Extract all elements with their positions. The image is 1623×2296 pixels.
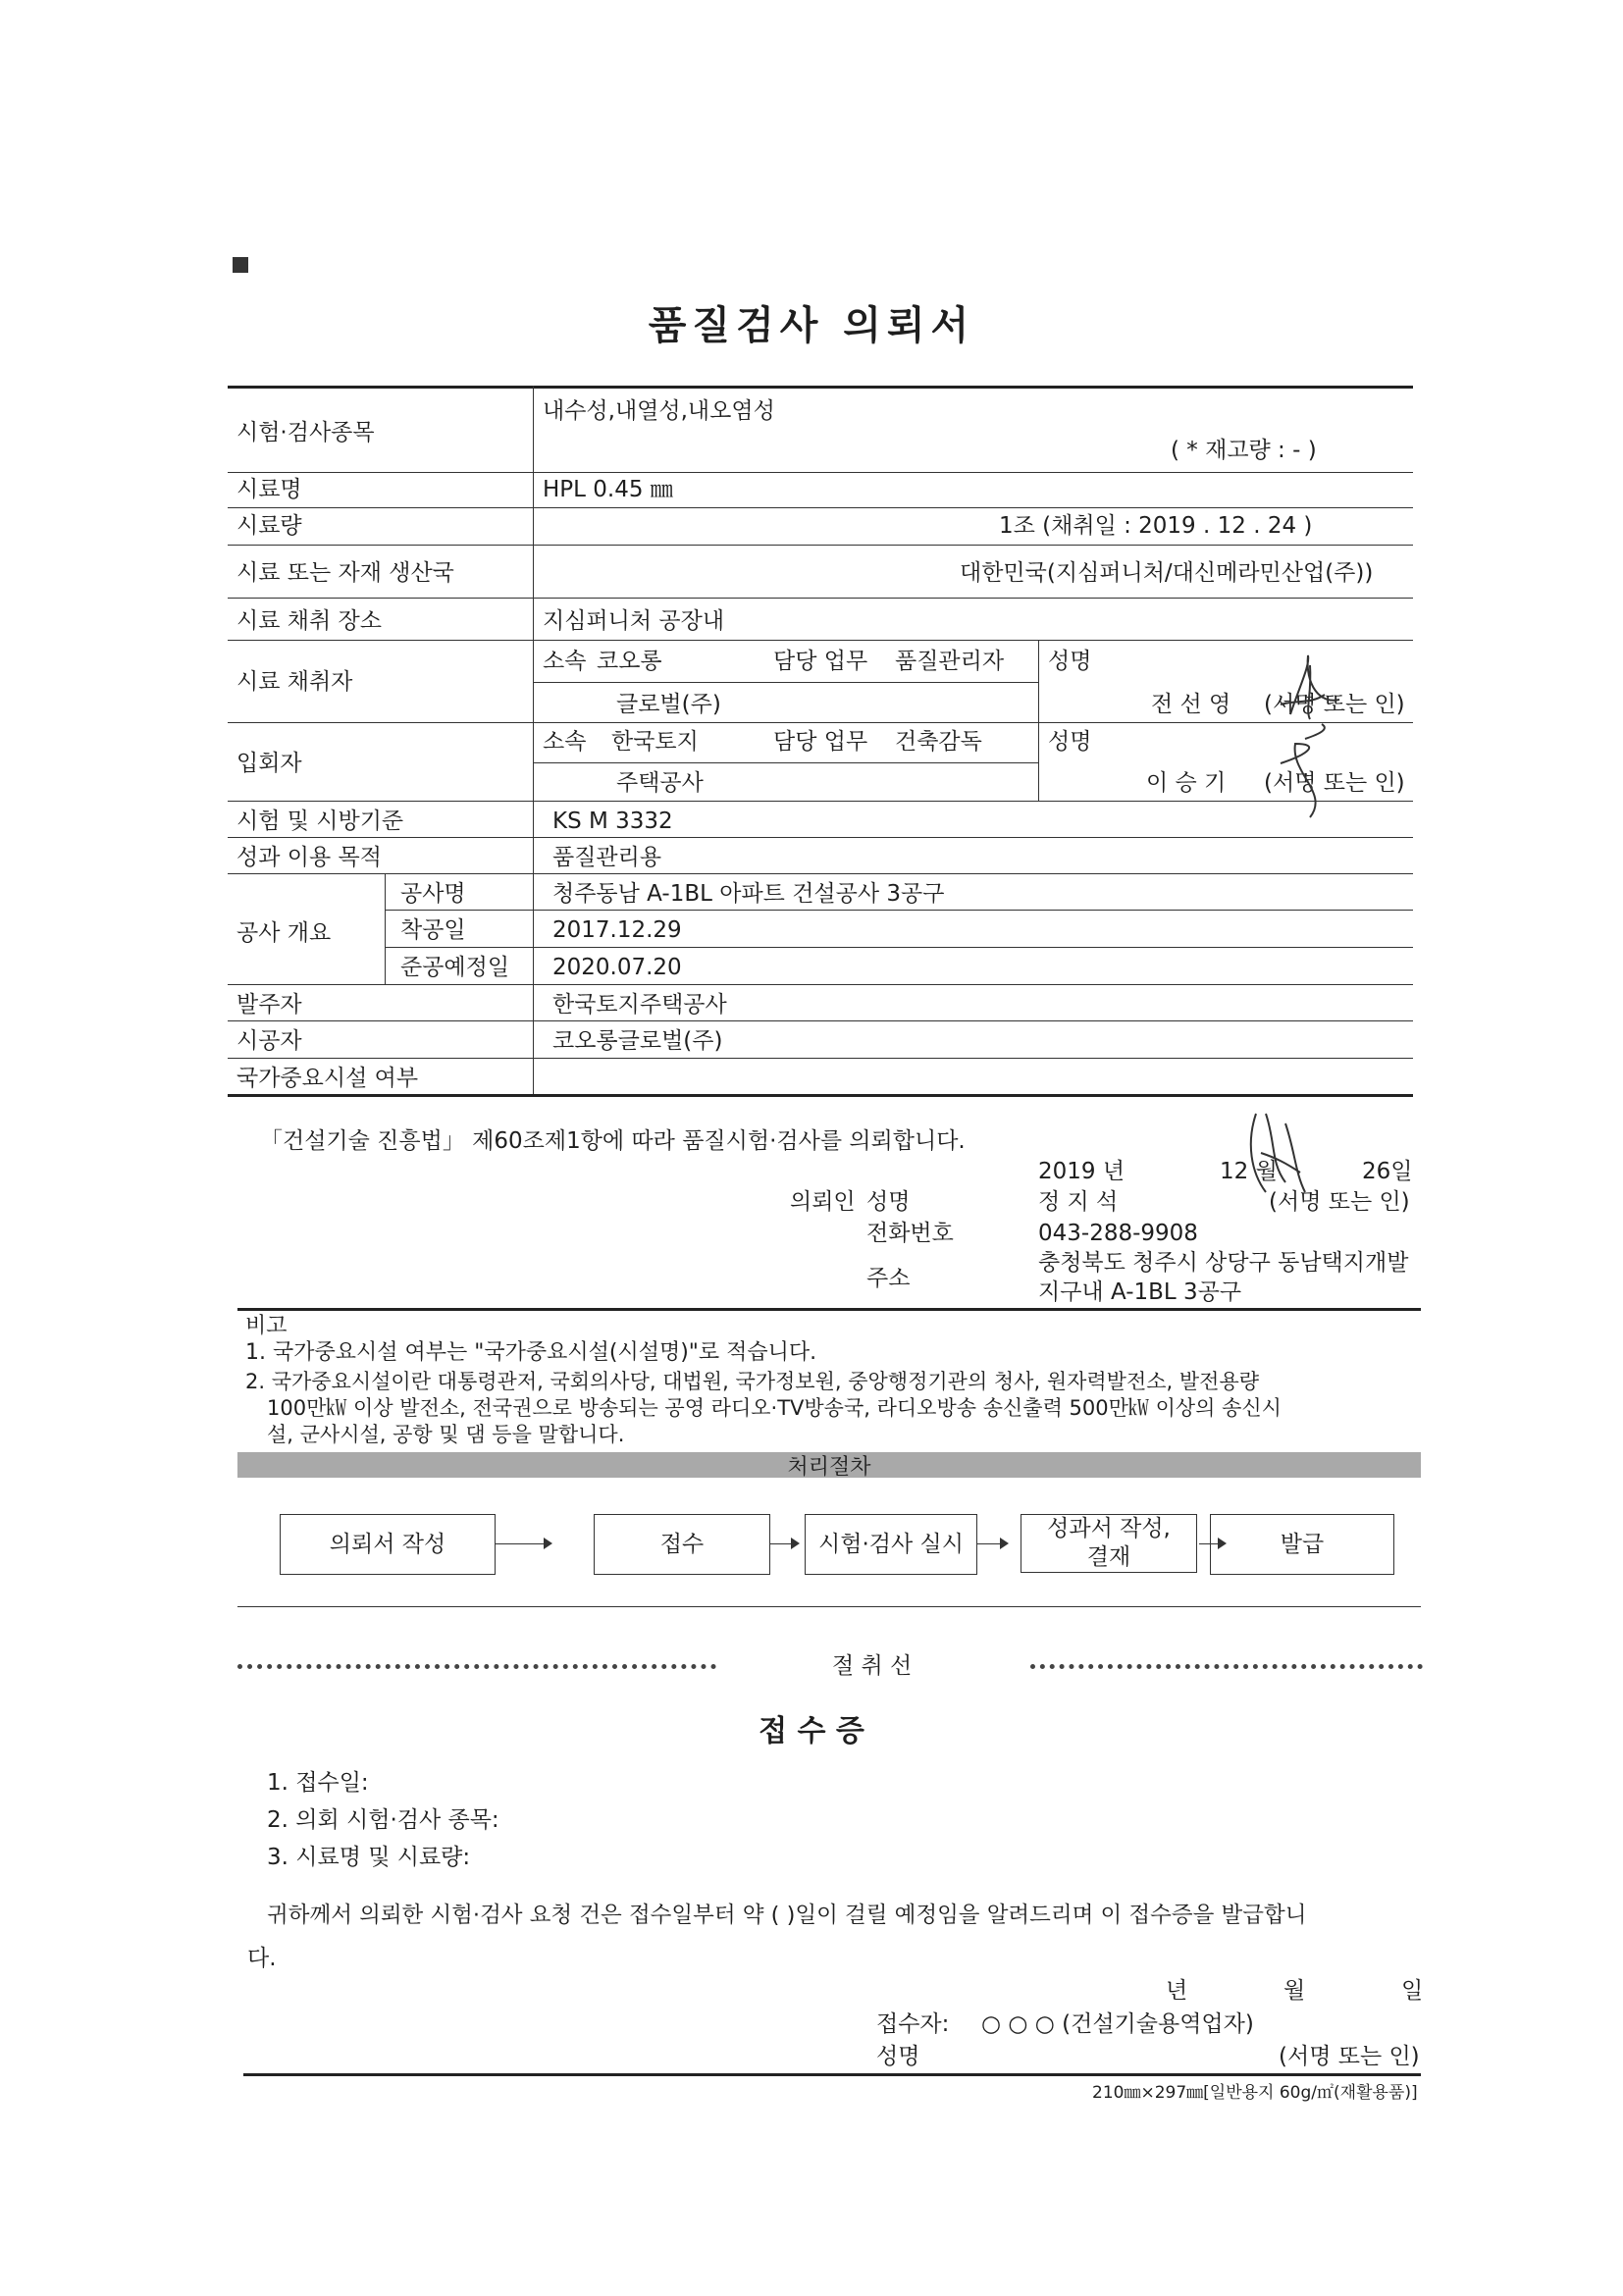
sampler-name-label: 성명	[1048, 649, 1092, 674]
requester-name: 정 지 석	[1038, 1189, 1119, 1215]
sample-qty-label: 시료량	[236, 513, 302, 539]
witness-duty: 건축감독	[895, 729, 982, 755]
standard-value: KS M 3332	[552, 809, 673, 834]
procedure-title-bar	[237, 1452, 1421, 1478]
page-title: 품질검사 의뢰서	[648, 303, 975, 348]
standard-label: 시험 및 시방기준	[236, 809, 404, 834]
cut-line-left	[237, 1664, 716, 1669]
receiver-name-label: 성명	[876, 2044, 920, 2069]
witness-name: 이 승 기	[1146, 770, 1227, 796]
phone-label: 전화번호	[866, 1221, 954, 1246]
step-request-write: 의뢰서 작성	[280, 1514, 496, 1575]
request-day: 26일	[1362, 1159, 1413, 1184]
sampler-duty-label: 담당 업무	[773, 649, 868, 674]
origin-label: 시료 또는 자재 생산국	[236, 560, 454, 586]
project-start: 2017.12.29	[552, 917, 682, 943]
receiver-label: 접수자:	[876, 2011, 950, 2037]
arrow-icon	[977, 1543, 1007, 1544]
note-2-line-2: 100만㎾ 이상 발전소, 전국권으로 방송되는 공영 라디오·TV방송국, 라디오방송 송신출력 500만㎾ 이상의 송신시	[267, 1396, 1282, 1420]
project-name: 청주동남 A-1BL 아파트 건설공사 3공구	[552, 881, 945, 907]
receipt-text-line-2: 다.	[247, 1946, 277, 1971]
receipt-month: 월	[1283, 1978, 1306, 2004]
step-issue: 발급	[1210, 1514, 1394, 1575]
sampling-place-label: 시료 채취 장소	[236, 608, 382, 634]
procedure-title: 처리절차	[787, 1454, 871, 1480]
receipt-day: 일	[1401, 1978, 1424, 2004]
witness-affil-label: 소속	[543, 729, 587, 755]
cut-line-label: 절 취 선	[832, 1653, 913, 1679]
sampler-affil-1: 코오롱	[597, 649, 662, 674]
national-facility-label: 국가중요시설 여부	[236, 1066, 419, 1091]
contractor-value: 코오롱글로벌(주)	[552, 1028, 723, 1054]
step-receipt: 접수	[594, 1514, 770, 1575]
contractor-label: 시공자	[236, 1028, 302, 1054]
sampler-label: 시료 채취자	[236, 669, 353, 695]
address-label: 주소	[866, 1266, 911, 1291]
purpose-label: 성과 이용 목적	[236, 845, 382, 870]
note-1: 1. 국가중요시설 여부는 "국가중요시설(시설명)"로 적습니다.	[245, 1340, 817, 1365]
witness-label: 입회자	[236, 751, 302, 776]
sampler-duty: 품질관리자	[895, 649, 1005, 674]
sampler-sign: (서명 또는 인)	[1264, 692, 1405, 717]
project-end: 2020.07.20	[552, 955, 682, 980]
sample-name-value: HPL 0.45 ㎜	[543, 477, 673, 502]
signature-marks	[1251, 646, 1359, 822]
requester-label: 의뢰인	[790, 1189, 856, 1215]
receipt-year: 년	[1166, 1978, 1188, 2004]
address-line-1: 충청북도 청주시 상당구 동남택지개발	[1038, 1250, 1409, 1276]
receipt-item-3: 3. 시료명 및 시료량:	[267, 1845, 471, 1870]
client-value: 한국토지주택공사	[552, 992, 727, 1018]
receiver-sign: (서명 또는 인)	[1279, 2044, 1420, 2069]
notes-title: 비고	[245, 1314, 288, 1338]
request-statement: 「건설기술 진흥법」 제60조제1항에 따라 품질시험·검사를 의뢰합니다.	[260, 1128, 966, 1154]
bullet-square-icon	[233, 257, 248, 273]
address-line-2: 지구내 A-1BL 3공구	[1038, 1279, 1242, 1305]
witness-duty-label: 담당 업무	[773, 729, 868, 755]
note-2-line-3: 설, 군사시설, 공항 및 댐 등을 말합니다.	[267, 1423, 625, 1446]
requester-name-label: 성명	[866, 1189, 911, 1215]
arrow-icon	[496, 1543, 550, 1544]
sampling-place-value: 지심퍼니처 공장내	[543, 608, 725, 634]
step-test-inspection: 시험·검사 실시	[805, 1514, 977, 1575]
project-label: 공사 개요	[236, 920, 332, 946]
witness-affil-1: 한국토지	[611, 729, 699, 755]
origin-value: 대한민국(지심퍼니처/대신메라민산업(주))	[960, 560, 1374, 586]
receipt-text-line-1: 귀하께서 의뢰한 시험·검사 요청 건은 접수일부터 약 ( )일이 걸릴 예정임을 알려드리며 이 접수증을 발급합니	[267, 1903, 1307, 1928]
project-name-label: 공사명	[400, 881, 466, 907]
step-report-approval: 성과서 작성, 결재	[1021, 1514, 1197, 1573]
sample-qty-value: 1조 (채취일 : 2019 . 12 . 24 )	[999, 513, 1313, 539]
request-year: 2019 년	[1038, 1159, 1126, 1184]
receipt-item-2: 2. 의회 시험·검사 종목:	[267, 1807, 499, 1833]
sampler-name: 전 선 영	[1151, 692, 1231, 717]
sample-name-label: 시료명	[236, 477, 302, 502]
test-type-label: 시험·검사종목	[236, 420, 375, 445]
sampler-affil-label: 소속	[543, 649, 587, 674]
project-end-label: 준공예정일	[400, 955, 510, 980]
purpose-value: 품질관리용	[552, 845, 662, 870]
receipt-item-1: 1. 접수일:	[267, 1770, 369, 1796]
cut-line-right	[1030, 1664, 1423, 1669]
note-2-line-1: 2. 국가중요시설이란 대통령관저, 국회의사당, 대법원, 국가정보원, 중앙행정기관의 청사, 원자력발전소, 발전용량	[245, 1370, 1260, 1393]
client-label: 발주자	[236, 992, 302, 1018]
stock-value: ( * 재고량 : - )	[1171, 438, 1317, 463]
witness-name-label: 성명	[1048, 729, 1092, 755]
receipt-title: 접 수 증	[759, 1714, 864, 1748]
requester-sign: (서명 또는 인)	[1269, 1189, 1410, 1215]
phone-value: 043-288-9908	[1038, 1221, 1198, 1246]
request-month: 12 월	[1220, 1159, 1278, 1184]
witness-affil-2: 주택공사	[616, 770, 704, 796]
arrow-icon	[770, 1543, 798, 1544]
witness-sign: (서명 또는 인)	[1264, 770, 1405, 796]
requester-signature-mark	[1227, 1104, 1354, 1202]
test-type-value: 내수성,내열성,내오염성	[543, 398, 775, 424]
sampler-affil-2: 글로벌(주)	[616, 692, 721, 717]
receiver-value: ○ ○ ○ (건설기술용역업자)	[981, 2011, 1254, 2037]
project-start-label: 착공일	[400, 917, 466, 943]
paper-spec-footer: 210㎜×297㎜[일반용지 60g/㎡(재활용품)]	[1092, 2083, 1418, 2103]
